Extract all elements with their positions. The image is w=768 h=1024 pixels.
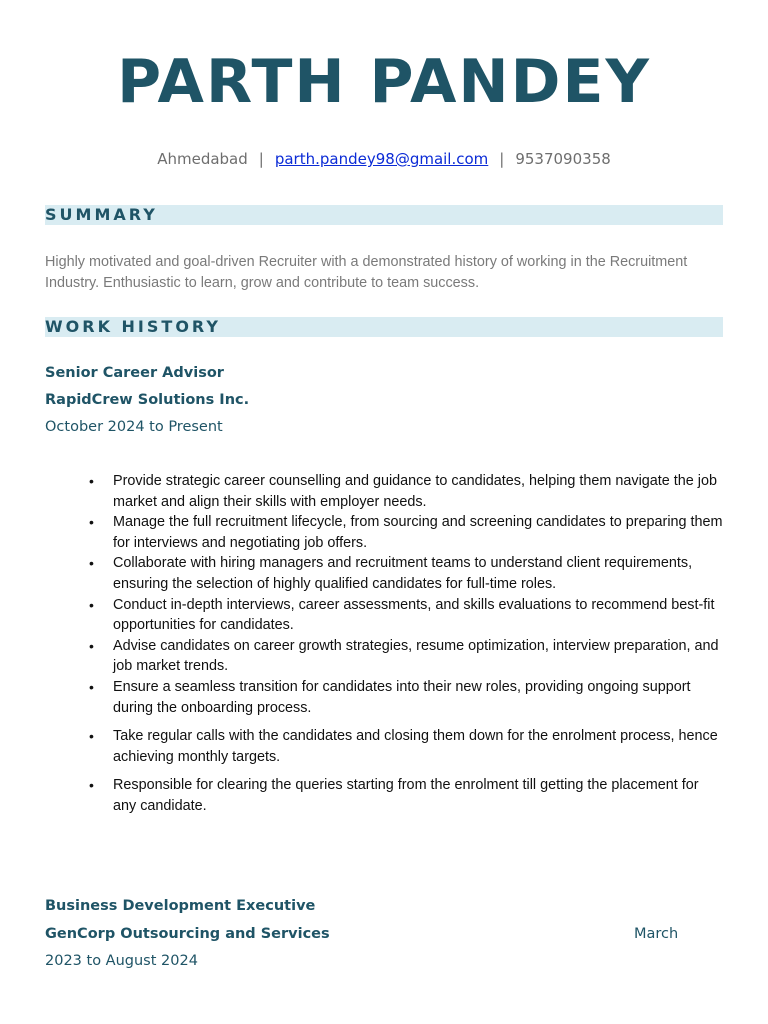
contact-separator: | <box>499 150 505 168</box>
job-dates: October 2024 to Present <box>45 419 223 435</box>
work-history-title: WORK HISTORY <box>45 317 221 336</box>
summary-section-header <box>45 205 723 225</box>
candidate-name: PARTH PANDEY <box>117 47 651 117</box>
job-role: Business Development Executive <box>45 898 316 914</box>
job-bullet: • Advise candidates on career growth strategies, resume optimization, interview preparation, and job market trends. <box>45 636 725 677</box>
job-role: Senior Career Advisor <box>45 365 224 381</box>
job-dates-start: March <box>634 926 679 942</box>
summary-text: Highly motivated and goal-driven Recruiter with a demonstrated history of working in the Recruitment Industry. Enthusiastic to learn, grow and contribute to team success. <box>45 254 688 291</box>
job-bullet: • Manage the full recruitment lifecycle, from sourcing and screening candidates to preparing them for interviews and negotiating job offers. <box>45 512 725 553</box>
job-bullet: • Responsible for clearing the queries starting from the enrolment till getting the placement for any candidate. <box>45 775 725 816</box>
job-bullet: • Take regular calls with the candidates and closing them down for the enrolment process, hence achieving monthly targets. <box>45 726 725 767</box>
job-company: GenCorp Outsourcing and Services <box>45 926 330 942</box>
contact-email-link[interactable]: parth.pandey98@gmail.com <box>274 150 489 168</box>
job-bullet: • Ensure a seamless transition for candidates into their new roles, providing ongoing support during the onboarding process. <box>45 677 725 718</box>
job-bullet: • Provide strategic career counselling and guidance to candidates, helping them navigate the job market and align their skills with employer needs. <box>45 471 725 512</box>
contact-city: Ahmedabad <box>157 150 248 168</box>
summary-title: SUMMARY <box>45 205 158 224</box>
job-bullet-list <box>45 471 725 817</box>
contact-line <box>0 149 768 169</box>
job-bullet: • Conduct in-depth interviews, career assessments, and skills evaluations to recommend best-fit opportunities for candidates. <box>45 595 725 636</box>
job-company: RapidCrew Solutions Inc. <box>45 392 250 408</box>
job-bullet: • Collaborate with hiring managers and recruitment teams to understand client requirements, ensuring the selection of highly qualified candidates for full-time roles. <box>45 553 725 594</box>
work-history-section-header <box>45 317 723 337</box>
contact-phone: 9537090358 <box>515 150 611 168</box>
job-dates-end: 2023 to August 2024 <box>45 953 198 969</box>
contact-separator: | <box>258 150 264 168</box>
